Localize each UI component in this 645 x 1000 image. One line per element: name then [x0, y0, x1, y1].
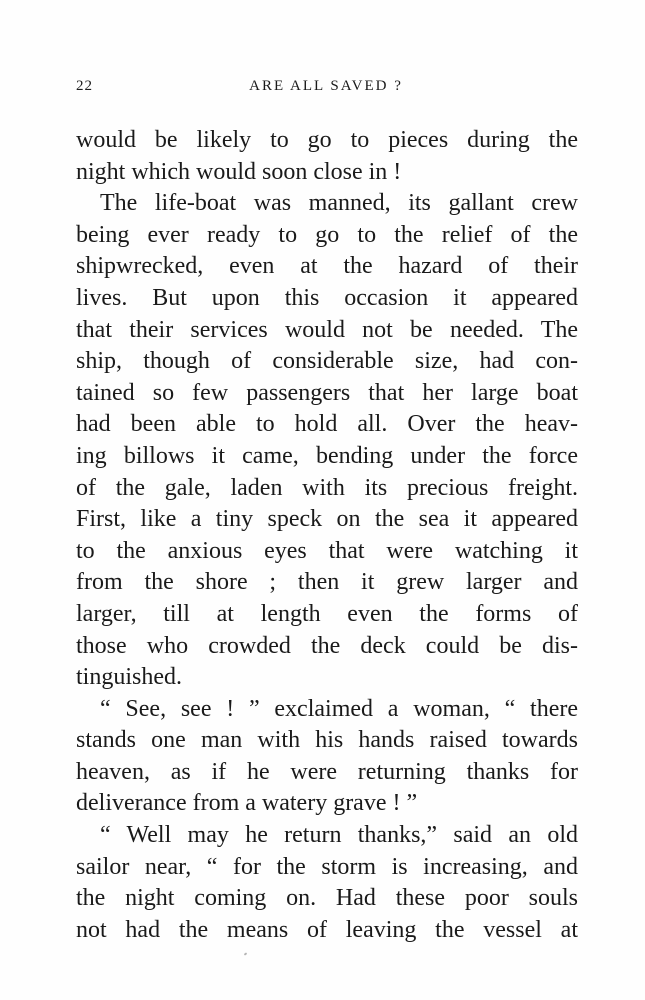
running-title: ARE ALL SAVED ?	[249, 78, 403, 94]
text-line: ing billows it came, bending under the force	[76, 442, 578, 469]
text-line: First, like a tiny speck on the sea it appeared	[76, 506, 578, 533]
text-line: that their services would not be needed. The	[76, 316, 578, 343]
text-line: lives. But upon this occasion it appeared	[76, 284, 578, 311]
text-line: to the anxious eyes that were watching it	[76, 537, 578, 564]
text-line: deliverance from a watery grave ! ”	[76, 790, 418, 817]
text-line: night which would soon close in !	[76, 158, 402, 185]
running-head	[76, 78, 576, 100]
text-line: The life-boat was manned, its gallant crew	[100, 190, 578, 217]
text-line: ship, though of considerable size, had con-	[76, 348, 578, 375]
text-line: shipwrecked, even at the hazard of their	[76, 253, 578, 280]
text-line: had been able to hold all. Over the heav-	[76, 411, 578, 438]
body-text	[76, 125, 578, 946]
text-line: “ Well may he return thanks,” said an old	[100, 822, 578, 849]
text-line: tinguished.	[76, 664, 182, 691]
text-line: “ See, see ! ” exclaimed a woman, “ there	[100, 695, 578, 722]
paper-speck	[244, 952, 248, 955]
text-line: from the shore ; then it grew larger and	[76, 569, 578, 596]
text-line: the night coming on. Had these poor souls	[76, 885, 578, 912]
text-line: would be likely to go to pieces during the	[76, 127, 578, 153]
text-line: heaven, as if he were returning thanks for	[76, 758, 578, 785]
text-line: those who crowded the deck could be dis-	[76, 632, 578, 659]
page-number: 22	[76, 78, 93, 94]
text-line: larger, till at length even the forms of	[76, 600, 578, 627]
text-line: not had the means of leaving the vessel at	[76, 916, 578, 943]
text-line: tained so few passengers that her large boat	[76, 379, 578, 406]
text-line: sailor near, “ for the storm is increasing, and	[76, 853, 578, 880]
text-line: being ever ready to go to the relief of the	[76, 221, 578, 248]
text-line: of the gale, laden with its precious freight.	[76, 474, 578, 501]
text-line: stands one man with his hands raised towards	[76, 727, 578, 754]
